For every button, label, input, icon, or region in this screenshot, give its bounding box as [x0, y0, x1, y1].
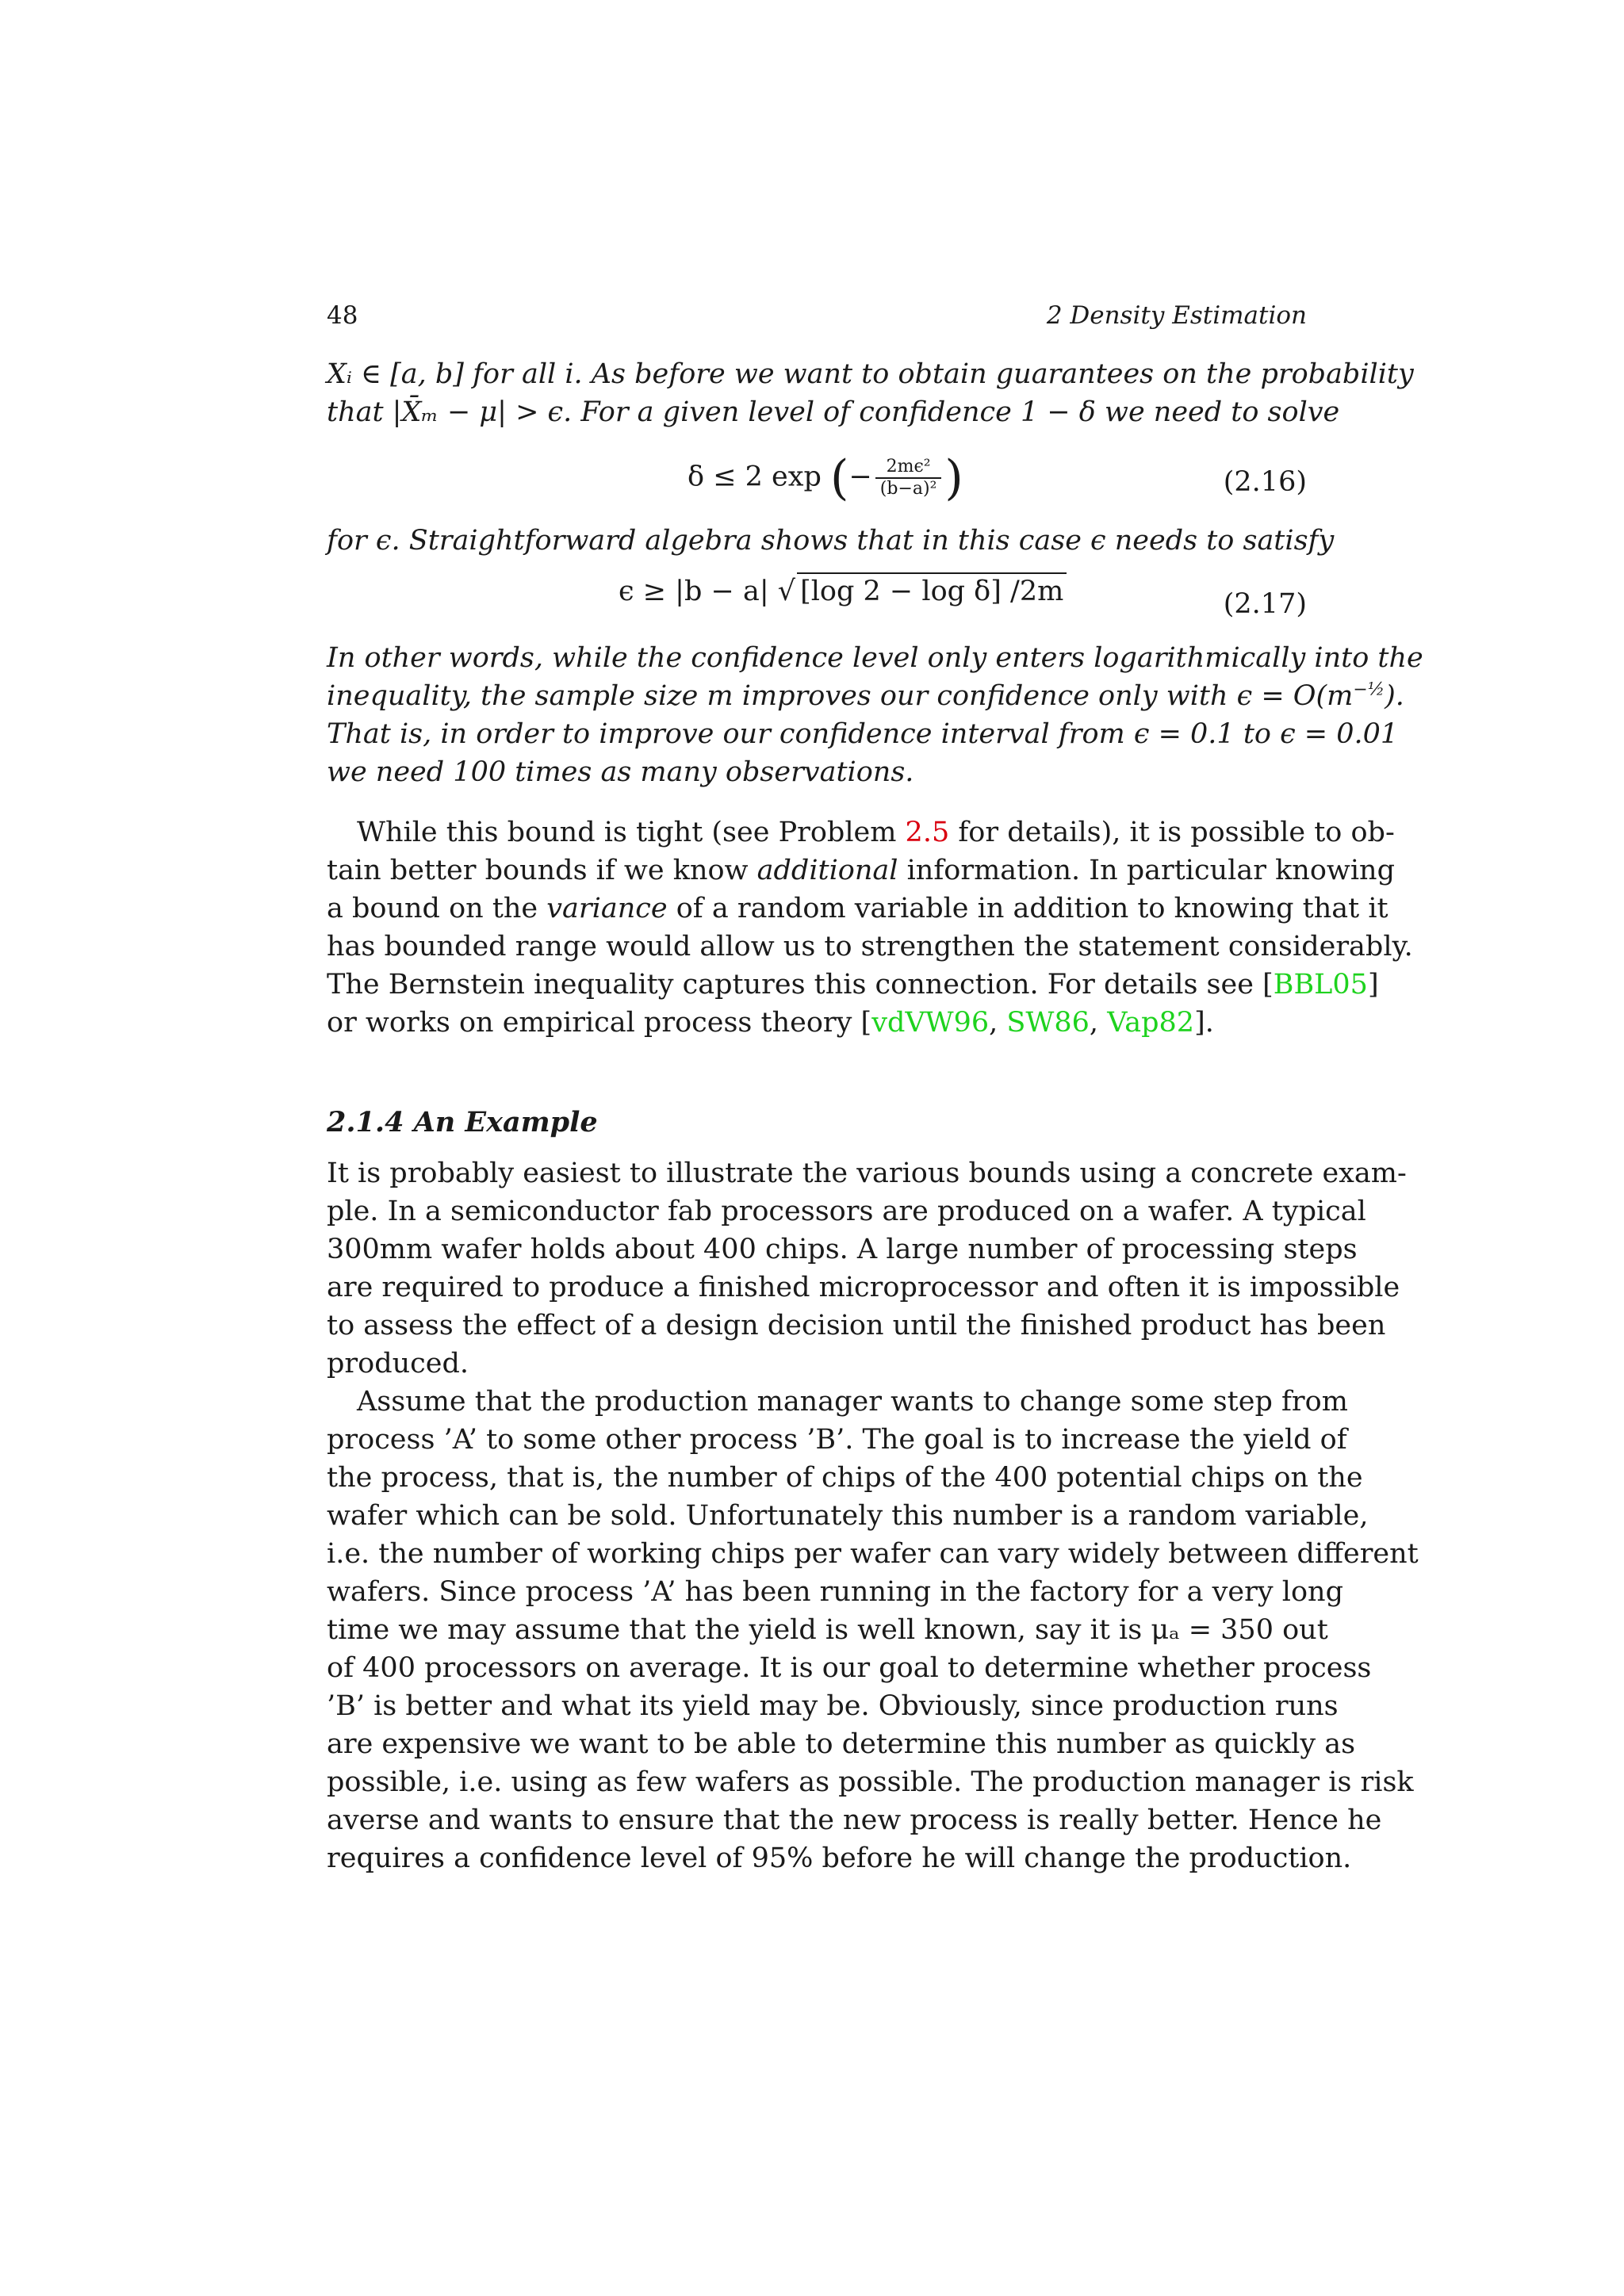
text-line: requires a confidence level of 95% before he will change the production.	[327, 1843, 1352, 1874]
equation-number: (2.17)	[1223, 588, 1307, 620]
text-line: are required to produce a finished microprocessor and often it is impossible	[327, 1272, 1400, 1303]
text-line: a bound on the variance of a random variable in addition to knowing that it	[327, 893, 1388, 924]
text-line: i.e. the number of working chips per wafer can vary widely between different	[327, 1538, 1419, 1570]
left-paren: (	[830, 450, 849, 506]
equation-2-17	[327, 572, 1307, 636]
radicand: [log 2 − log δ] /2m	[797, 572, 1067, 607]
right-paren: )	[944, 450, 963, 506]
citation-link[interactable]: BBL05	[1273, 969, 1368, 1001]
text-line: inequality, the sample size m improves our confidence only with $\epsilon = O(m^{-\frac{1}{2}})$.	[327, 679, 1404, 712]
theorem-continuation	[327, 355, 1414, 431]
text-line: has bounded range would allow us to strengthen the statement considerably.	[327, 931, 1413, 962]
body-paragraph-example	[327, 1154, 1407, 1383]
text-line: It is probably easiest to illustrate the various bounds using a concrete exam-	[327, 1158, 1407, 1189]
text-line: 300mm wafer holds about 400 chips. A large number of processing steps	[327, 1234, 1358, 1265]
text-line: That is, in order to improve our confidence interval from ϵ = 0.1 to ϵ = 0.01	[327, 718, 1399, 750]
equation-lhs: ϵ ≥ |b − a|	[619, 576, 769, 607]
equation-body	[688, 450, 963, 506]
body-paragraph-production	[327, 1383, 1419, 1877]
text-line: the process, that is, the number of chips of the 400 potential chips on the	[327, 1462, 1363, 1494]
text-line: or works on empirical process theory [vdVW96, SW86, Vap82].	[327, 1007, 1214, 1039]
text-line: averse and wants to ensure that the new process is really better. Hence he	[327, 1804, 1382, 1836]
text-line: to assess the effect of a design decision until the finished product has been	[327, 1310, 1386, 1341]
sqrt-sign: √	[777, 576, 796, 607]
page-number: 48	[327, 301, 358, 330]
text-line: Assume that the production manager wants to change some step from	[357, 1386, 1348, 1418]
text-line: While this bound is tight (see Problem 2.5 for details), it is possible to ob-	[357, 817, 1395, 848]
equation-lhs: δ ≤ 2 exp	[688, 461, 822, 493]
text-line: time we may assume that the yield is well known, say it is μₐ = 350 out	[327, 1614, 1328, 1646]
text-line: tain better bounds if we know additional information. In particular knowing	[327, 855, 1395, 886]
text-line: ple. In a semiconductor fab processors are produced on a wafer. A typical	[327, 1196, 1366, 1227]
text-line: produced.	[327, 1348, 469, 1380]
section-heading: 2.1.4 An Example	[327, 1106, 598, 1138]
equation-2-16	[327, 450, 1307, 514]
exponent: −½	[1353, 679, 1385, 700]
citation-link[interactable]: vdVW96	[871, 1007, 990, 1039]
fraction	[875, 457, 942, 499]
text-line: The Bernstein inequality captures this connection. For details see [BBL05]	[327, 969, 1379, 1001]
theorem-continuation-2	[327, 522, 1335, 560]
numerator: 2mϵ²	[875, 457, 942, 479]
citation-link[interactable]: SW86	[1006, 1007, 1090, 1039]
text-line: of 400 processors on average. It is our goal to determine whether process	[327, 1652, 1372, 1684]
theorem-remark	[327, 639, 1423, 791]
denominator: (b−a)²	[879, 479, 937, 499]
text-line: that |X̄ₘ − μ| > ϵ. For a given level of confidence 1 − δ we need to solve	[327, 396, 1340, 428]
text-line: are expensive we want to be able to determine this number as quickly as	[327, 1728, 1356, 1760]
running-title: 2 Density Estimation	[1046, 301, 1307, 330]
text-line: wafers. Since process ’A’ has been running in the factory for a very long	[327, 1576, 1343, 1608]
text-line: possible, i.e. using as few wafers as possible. The production manager is risk	[327, 1766, 1414, 1798]
page-header	[327, 301, 1307, 336]
equation-number: (2.16)	[1223, 466, 1307, 498]
text-line: Xᵢ ∈ [a, b] for all i. As before we want to obtain guarantees on the probability	[327, 358, 1414, 390]
equation-body	[619, 572, 1067, 607]
text-line: for ϵ. Straightforward algebra shows that in this case ϵ needs to satisfy	[327, 525, 1335, 557]
problem-link[interactable]: 2.5	[905, 817, 950, 848]
body-paragraph-bernstein	[327, 813, 1413, 1042]
text-line: wafer which can be sold. Unfortunately this number is a random variable,	[327, 1500, 1369, 1532]
minus-sign: −	[848, 461, 872, 493]
text-line: ’B’ is better and what its yield may be. Obviously, since production runs	[327, 1690, 1339, 1722]
text-line: we need 100 times as many observations.	[327, 756, 914, 788]
text-line: process ’A’ to some other process ’B’. The goal is to increase the yield of	[327, 1424, 1347, 1456]
text-line: In other words, while the confidence level only enters logarithmically into the	[327, 642, 1423, 674]
citation-link[interactable]: Vap82	[1107, 1007, 1195, 1039]
